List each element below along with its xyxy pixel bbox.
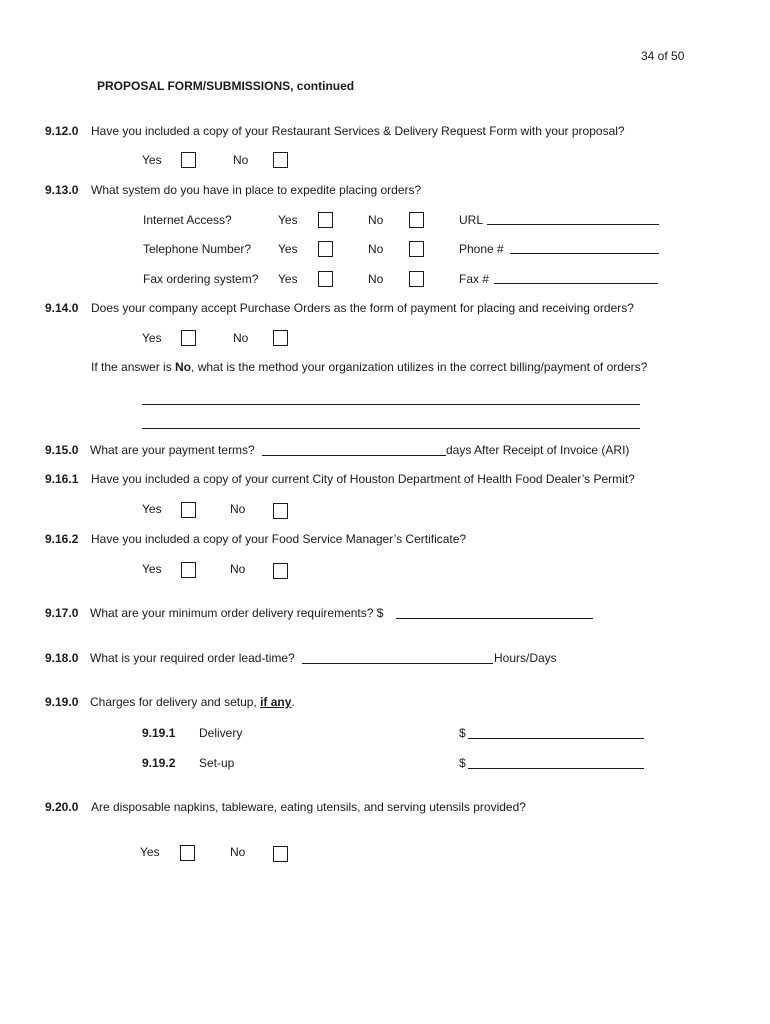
q9130-telephone-yes-label: Yes	[278, 242, 298, 256]
q9150-suffix: days After Receipt of Invoice (ARI)	[446, 443, 630, 457]
q9162-yes-checkbox[interactable]	[181, 562, 196, 578]
q9192-number: 9.19.2	[142, 756, 176, 770]
q9130-internet-label: Internet Access?	[143, 213, 232, 227]
q9150-terms-field[interactable]	[262, 455, 446, 456]
q9192-currency: $	[459, 756, 466, 770]
q9140-text: Does your company accept Purchase Orders as the form of payment for placing and receiving orders?	[91, 301, 634, 315]
q9140-number: 9.14.0	[45, 301, 79, 315]
q9161-yes-checkbox[interactable]	[181, 502, 196, 518]
q9120-no-checkbox[interactable]	[273, 152, 288, 168]
q9130-phone-label: Phone #	[459, 242, 504, 256]
q9162-no-label: No	[230, 562, 246, 576]
q9161-yes-label: Yes	[142, 502, 162, 516]
section-heading: PROPOSAL FORM/SUBMISSIONS, continued	[97, 79, 355, 93]
q9200-no-label: No	[230, 845, 246, 859]
q9130-telephone-yes-checkbox[interactable]	[318, 241, 333, 257]
q9191-label: Delivery	[199, 726, 243, 740]
q9180-leadtime-field[interactable]	[302, 663, 493, 664]
q9190-number: 9.19.0	[45, 695, 79, 709]
q9162-number: 9.16.2	[45, 532, 79, 546]
q9150-number: 9.15.0	[45, 443, 79, 457]
q9162-text: Have you included a copy of your Food Service Manager’s Certificate?	[91, 532, 467, 546]
q9120-no-label: No	[233, 153, 249, 167]
q9140-answer-line-1[interactable]	[142, 404, 640, 405]
q9130-url-field[interactable]	[487, 224, 659, 225]
q9130-fax-no-checkbox[interactable]	[409, 271, 424, 287]
q9130-internet-yes-checkbox[interactable]	[318, 212, 333, 228]
q9180-number: 9.18.0	[45, 651, 79, 665]
q9130-internet-no-checkbox[interactable]	[409, 212, 424, 228]
q9130-telephone-no-checkbox[interactable]	[409, 241, 424, 257]
q9162-no-checkbox[interactable]	[273, 563, 288, 579]
q9130-text: What system do you have in place to expedite placing orders?	[91, 183, 422, 197]
q9130-fax-yes-checkbox[interactable]	[318, 271, 333, 287]
q9150-text: What are your payment terms?	[90, 443, 255, 457]
q9130-fax-label: Fax ordering system?	[143, 272, 259, 286]
q9161-text: Have you included a copy of your current City of Houston Department of Health Food Dealer’s Permit?	[91, 472, 635, 486]
q9130-faxnum-label: Fax #	[459, 272, 490, 286]
q9130-fax-field[interactable]	[494, 283, 658, 284]
q9180-text: What is your required order lead-time?	[90, 651, 295, 665]
q9170-amount-field[interactable]	[396, 618, 593, 619]
q9170-text: What are your minimum order delivery requirements? $	[90, 606, 384, 620]
q9140-followup-text: If the answer is No, what is the method your organization utilizes in the correct billing/payment of orders?	[91, 360, 648, 374]
q9130-internet-yes-label: Yes	[278, 213, 298, 227]
q9200-number: 9.20.0	[45, 800, 79, 814]
q9120-yes-label: Yes	[142, 153, 162, 167]
q9130-fax-no-label: No	[368, 272, 384, 286]
q9190-text: Charges for delivery and setup, if any.	[90, 695, 295, 709]
q9130-url-label: URL	[459, 213, 484, 227]
q9191-currency: $	[459, 726, 466, 740]
q9120-text: Have you included a copy of your Restaurant Services & Delivery Request Form with your proposal?	[91, 124, 625, 138]
q9191-delivery-field[interactable]	[468, 738, 644, 739]
q9120-yes-checkbox[interactable]	[181, 152, 196, 168]
q9120-number: 9.12.0	[45, 124, 79, 138]
q9140-yes-label: Yes	[142, 331, 162, 345]
q9192-label: Set-up	[199, 756, 235, 770]
q9130-phone-field[interactable]	[510, 253, 659, 254]
q9170-number: 9.17.0	[45, 606, 79, 620]
q9161-no-label: No	[230, 502, 246, 516]
q9130-number: 9.13.0	[45, 183, 79, 197]
q9161-number: 9.16.1	[45, 472, 79, 486]
q9130-telephone-label: Telephone Number?	[143, 242, 252, 256]
q9140-yes-checkbox[interactable]	[181, 330, 196, 346]
q9162-yes-label: Yes	[142, 562, 162, 576]
q9130-internet-no-label: No	[368, 213, 384, 227]
q9200-text: Are disposable napkins, tableware, eating utensils, and serving utensils provided?	[91, 800, 526, 814]
q9200-no-checkbox[interactable]	[273, 846, 288, 862]
q9130-telephone-no-label: No	[368, 242, 384, 256]
q9140-answer-line-2[interactable]	[142, 428, 640, 429]
q9180-suffix: Hours/Days	[494, 651, 557, 665]
q9140-no-label: No	[233, 331, 249, 345]
q9192-setup-field[interactable]	[468, 768, 644, 769]
q9200-yes-checkbox[interactable]	[180, 845, 195, 861]
q9130-fax-yes-label: Yes	[278, 272, 298, 286]
page-number: 34 of 50	[641, 49, 685, 63]
q9140-no-checkbox[interactable]	[273, 330, 288, 346]
q9161-no-checkbox[interactable]	[273, 503, 288, 519]
q9200-yes-label: Yes	[140, 845, 160, 859]
q9191-number: 9.19.1	[142, 726, 176, 740]
